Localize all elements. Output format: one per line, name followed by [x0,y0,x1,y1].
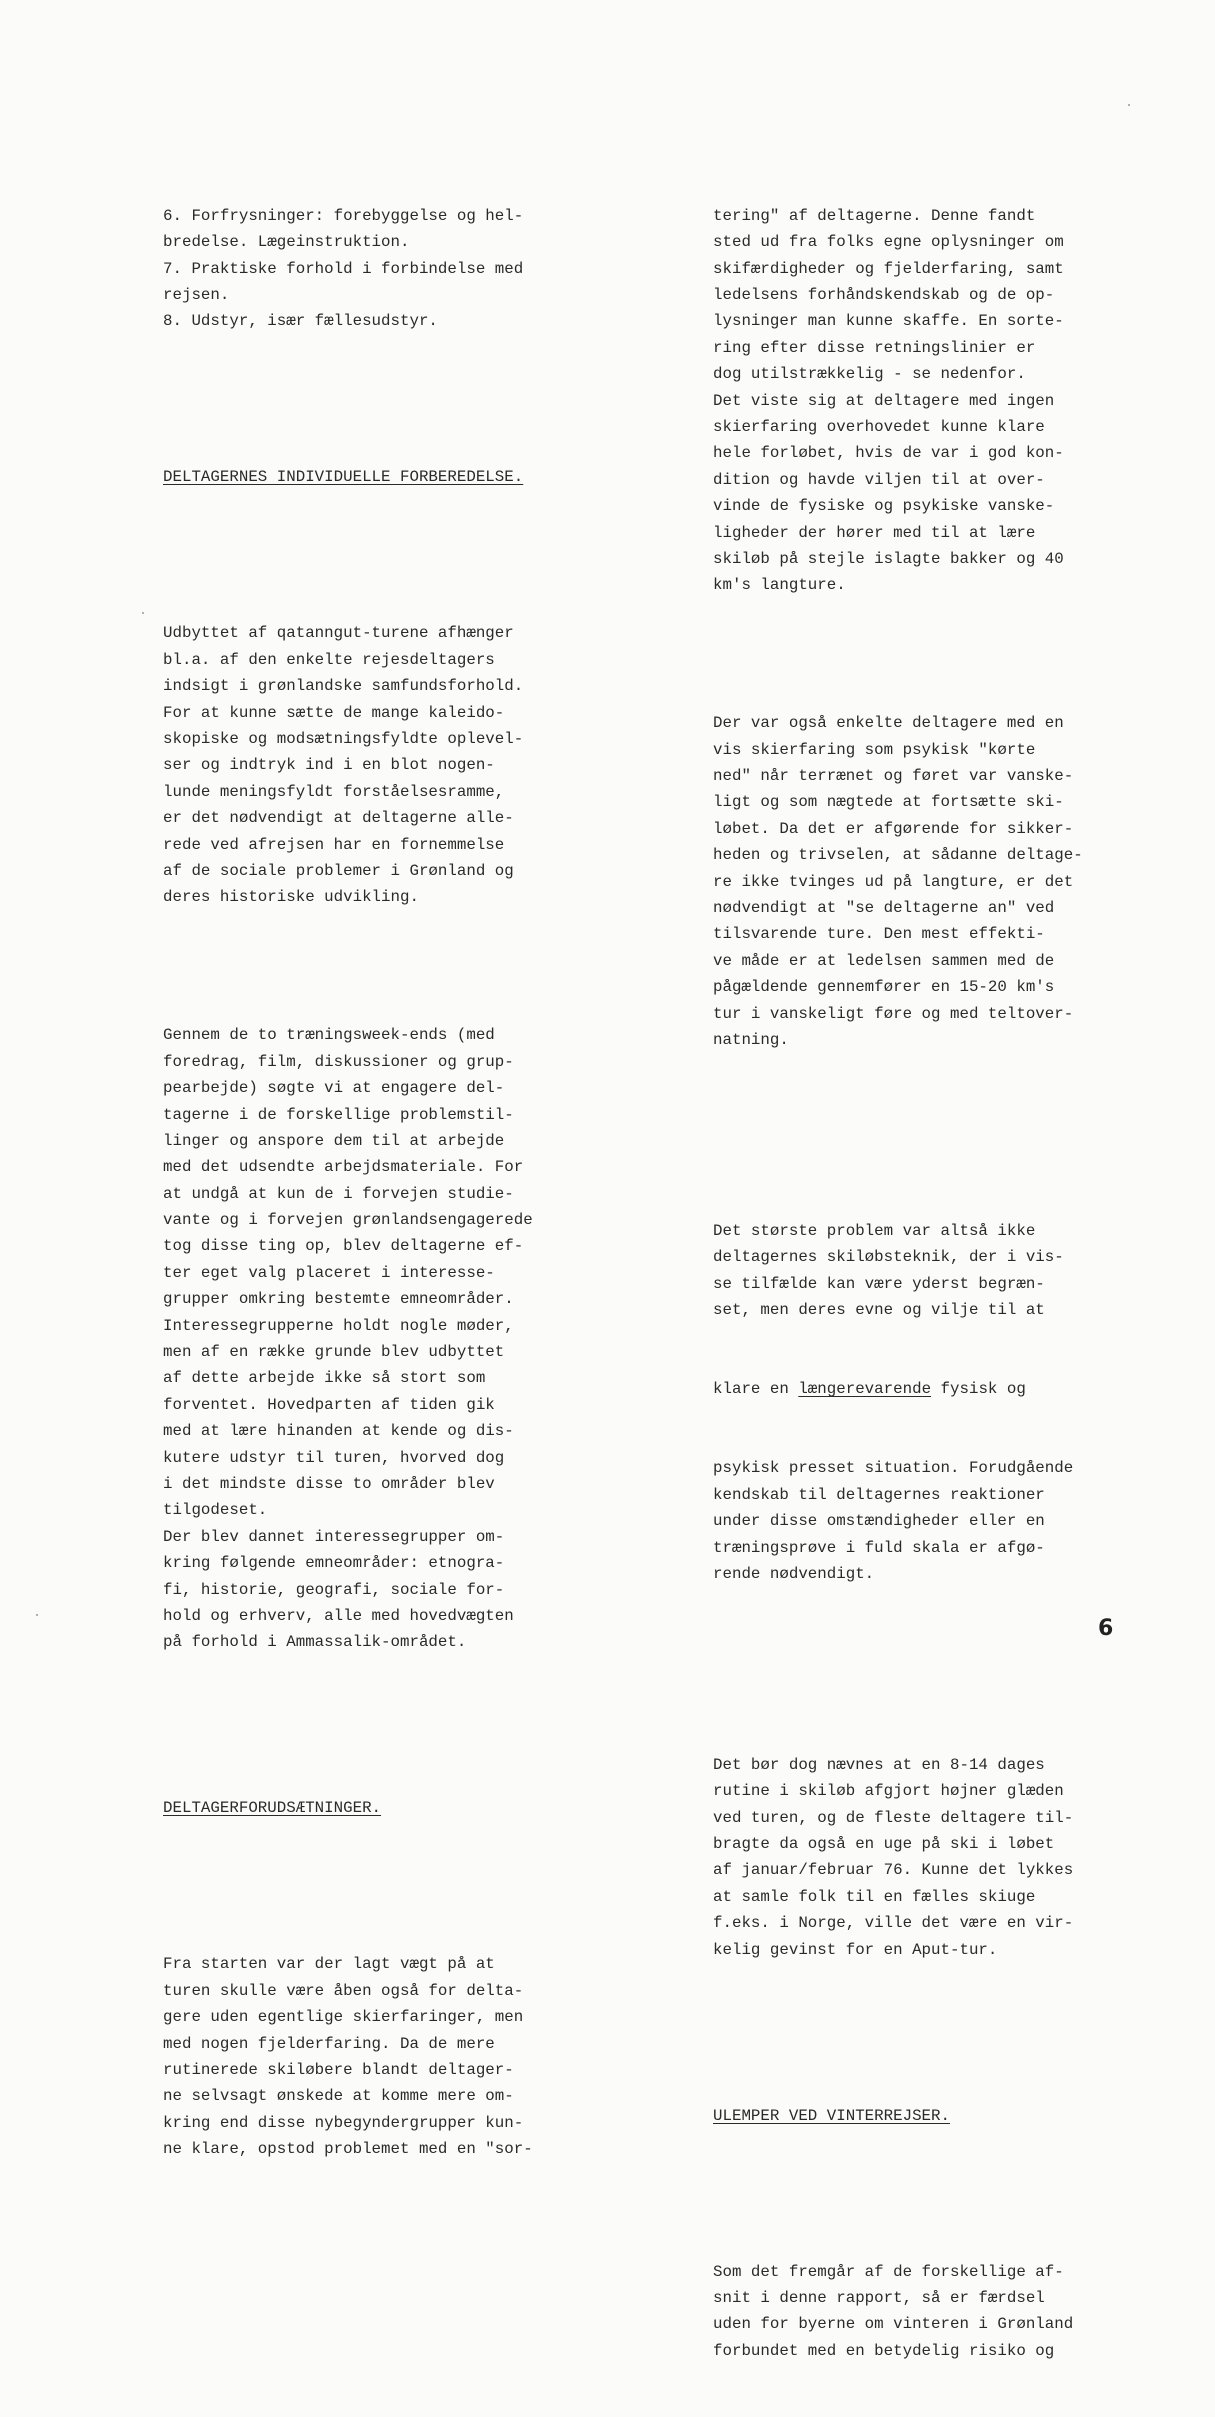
text-line: rejsen. [163,285,230,304]
text-line: at undgå at kun de i forvejen studie- [163,1184,514,1203]
text-line: rutinerede skiløbere blandt deltager- [163,2060,514,2079]
page-number: 6 [1098,1616,1114,1641]
paragraph-lines [713,1455,1133,1587]
text-run: fysisk og [931,1380,1026,1399]
text-line: vinde de fysiske og psykiske vanske- [713,497,1055,516]
text-line: vis skierfaring som psykisk "kørte [713,740,1036,759]
text-line: skiløb på stejle islagte bakker og 40 [713,549,1064,568]
text-line: gere uden egentlige skierfaringer, men [163,2008,524,2027]
text-line: deres historiske udvikling. [163,888,419,907]
text-line: rede ved afrejsen har en fornemmelse [163,835,505,854]
text-line: ne selvsagt ønskede at komme mere om- [163,2087,514,2106]
text-line: ser og indtryk ind i en blot nogen- [163,756,495,775]
text-line: fi, historie, geografi, sociale for- [163,1580,505,1599]
paragraph [163,1022,583,1655]
text-line: se tilfælde kan være yderst begræn- [713,1274,1045,1293]
text-line: ligheder der hører med til at lære [713,523,1036,542]
paragraph [713,203,1133,599]
paragraph [713,2259,1133,2365]
text-line: af de sociale problemer i Grønland og [163,861,514,880]
text-line: natning. [713,1030,789,1049]
text-line: ve måde er at ledelsen sammen med de [713,951,1055,970]
text-line: grupper omkring bestemte emneområder. [163,1290,514,1309]
text-line: indsigt i grønlandske samfundsforhold. [163,677,524,696]
paper-speck [36,1614,38,1616]
text-line: 7. Praktiske forhold i forbindelse med [163,259,524,278]
text-line: lunde meningsfyldt forståelsesramme, [163,782,505,801]
text-line: set, men deres evne og vilje til at [713,1300,1045,1319]
text-line: kutere udstyr til turen, hvorved dog [163,1448,505,1467]
text-line: hold og erhverv, alle med hovedvægten [163,1606,514,1625]
text-line: sted ud fra folks egne oplysninger om [713,233,1064,252]
section-heading-ulemper: ULEMPER VED VINTERREJSER. [713,2106,950,2125]
underlined-word: længerevarende [798,1380,932,1399]
text-line: bragte da også en uge på ski i løbet [713,1834,1055,1853]
text-line: under disse omstændigheder eller en [713,1512,1045,1531]
text-line: pearbejde) søgte vi at engagere del- [163,1079,505,1098]
text-line: bredelse. Lægeinstruktion. [163,233,410,252]
text-line: Gennem de to træningsweek-ends (med [163,1026,495,1045]
text-line: kelig gevinst for en Aput-tur. [713,1940,998,1959]
paragraph [163,620,583,910]
text-line: skopiske og modsætningsfyldte oplevel- [163,729,524,748]
text-line: Der var også enkelte deltagere med en [713,714,1064,733]
text-line: pågældende gennemfører en 15-20 km's [713,978,1055,997]
text-line: træningsprøve i fuld skala er afgø- [713,1538,1045,1557]
text-line: lysninger man kunne skaffe. En sorte- [713,312,1064,331]
text-line: linger og anspore dem til at arbejde [163,1131,505,1150]
right-column [713,150,1133,2417]
text-line: ter eget valg placeret i interesse- [163,1263,495,1282]
text-line: kendskab til deltagernes reaktioner [713,1485,1045,1504]
text-line: Som det fremgår af de forskellige af- [713,2262,1064,2281]
text-line: ring efter disse retningslinier er [713,338,1036,357]
section-heading-individuel-forberedelse: DELTAGERNES INDIVIDUELLE FORBEREDELSE. [163,468,524,487]
text-line: af dette arbejde ikke så stort som [163,1369,486,1388]
text-line: turen skulle være åben også for delta- [163,1981,524,2000]
text-line: ne klare, opstod problemet med en "sor- [163,2140,533,2159]
text-line: bl.a. af den enkelte rejesdeltagers [163,650,495,669]
paper-speck [1128,104,1130,106]
text-line: men af en række grunde blev udbyttet [163,1343,505,1362]
paper-speck [142,612,144,614]
text-line: tog disse ting op, blev deltagerne ef- [163,1237,524,1256]
text-line: hele forløbet, hvis de var i god kon- [713,444,1064,463]
text-line: kring følgende emneområder: etnogra- [163,1554,505,1573]
text-line: tagerne i de forskellige problemstil- [163,1105,514,1124]
text-line: dition og havde viljen til at over- [713,470,1045,489]
text-line: er det nødvendigt at deltagerne alle- [163,809,514,828]
text-line: uden for byerne om vinteren i Grønland [713,2315,1074,2334]
text-line: tilgodeset. [163,1501,268,1520]
paragraph [713,1752,1133,1963]
text-line: re ikke tvinges ud på langture, er det [713,872,1074,891]
text-line: Interessegrupperne holdt nogle møder, [163,1316,514,1335]
text-line: ledelsens forhåndskendskab og de op- [713,285,1055,304]
text-line: Udbyttet af qatanngut-turene afhænger [163,624,514,643]
text-line: Det største problem var altså ikke [713,1221,1036,1240]
text-line: tilsvarende ture. Den mest effekti- [713,925,1045,944]
paragraph [713,1165,1133,1640]
text-line: km's langture. [713,576,846,595]
text-line: snit i denne rapport, så er færdsel [713,2288,1045,2307]
text-run: klare en [713,1380,799,1399]
text-line: forventet. Hovedparten af tiden gik [163,1395,495,1414]
text-line: forbundet med en betydelig risiko og [713,2341,1055,2360]
text-line: foredrag, film, diskussioner og grup- [163,1052,514,1071]
paragraph [163,1951,583,2162]
text-line: ved turen, og de fleste deltagere til- [713,1808,1074,1827]
text-line: deltagernes skiløbsteknik, der i vis- [713,1248,1064,1267]
text-line: vante og i forvejen grønlandsengagerede [163,1211,533,1230]
text-line: rutine i skiløb afgjort højner glæden [713,1782,1064,1801]
text-line: Fra starten var der lagt vægt på at [163,1955,495,1974]
text-line: nødvendigt at "se deltagerne an" ved [713,899,1055,918]
text-line: løbet. Da det er afgørende for sikker- [713,819,1074,838]
text-line: ned" når terrænet og føret var vanske- [713,767,1074,786]
text-line: skierfaring overhovedet kunne klare [713,417,1045,436]
text-line: 8. Udstyr, især fællesudstyr. [163,312,438,331]
text-line: skifærdigheder og fjelderfaring, samt [713,259,1064,278]
numbered-list [163,203,583,335]
text-line: ligt og som nægtede at fortsætte ski- [713,793,1064,812]
text-line: tering" af deltagerne. Denne fandt [713,206,1036,225]
text-line: Der blev dannet interessegrupper om- [163,1527,505,1546]
text-line: i det mindste disse to områder blev [163,1474,495,1493]
text-line: psykisk presset situation. Forudgående [713,1459,1074,1478]
text-line: med at lære hinanden at kende og dis- [163,1422,514,1441]
text-line: heden og trivselen, at sådanne deltage- [713,846,1083,865]
text-line: dog utilstrækkelig - se nedenfor. [713,365,1026,384]
text-line: på forhold i Ammassalik-området. [163,1633,467,1652]
text-line: tur i vanskeligt føre og med teltover- [713,1004,1074,1023]
text-line: at samle folk til en fælles skiuge [713,1887,1036,1906]
left-column [163,150,583,2215]
text-line: 6. Forfrysninger: forebyggelse og hel- [163,206,524,225]
paragraph-line [713,1376,1133,1402]
text-line: kring end disse nybegyndergrupper kun- [163,2113,524,2132]
text-line: med nogen fjelderfaring. Da de mere [163,2034,495,2053]
text-line: Det viste sig at deltagere med ingen [713,391,1055,410]
paragraph [713,710,1133,1053]
text-line: af januar/februar 76. Kunne det lykkes [713,1861,1074,1880]
text-line: med det udsendte arbejdsmateriale. For [163,1158,524,1177]
text-line: For at kunne sætte de mange kaleido- [163,703,505,722]
section-heading-deltagerforudsaetninger: DELTAGERFORUDSÆTNINGER. [163,1799,382,1818]
text-line: f.eks. i Norge, ville det være en vir- [713,1914,1074,1933]
paragraph-lines [713,1218,1133,1324]
text-line: rende nødvendigt. [713,1564,875,1583]
text-line: Det bør dog nævnes at en 8-14 dages [713,1755,1045,1774]
